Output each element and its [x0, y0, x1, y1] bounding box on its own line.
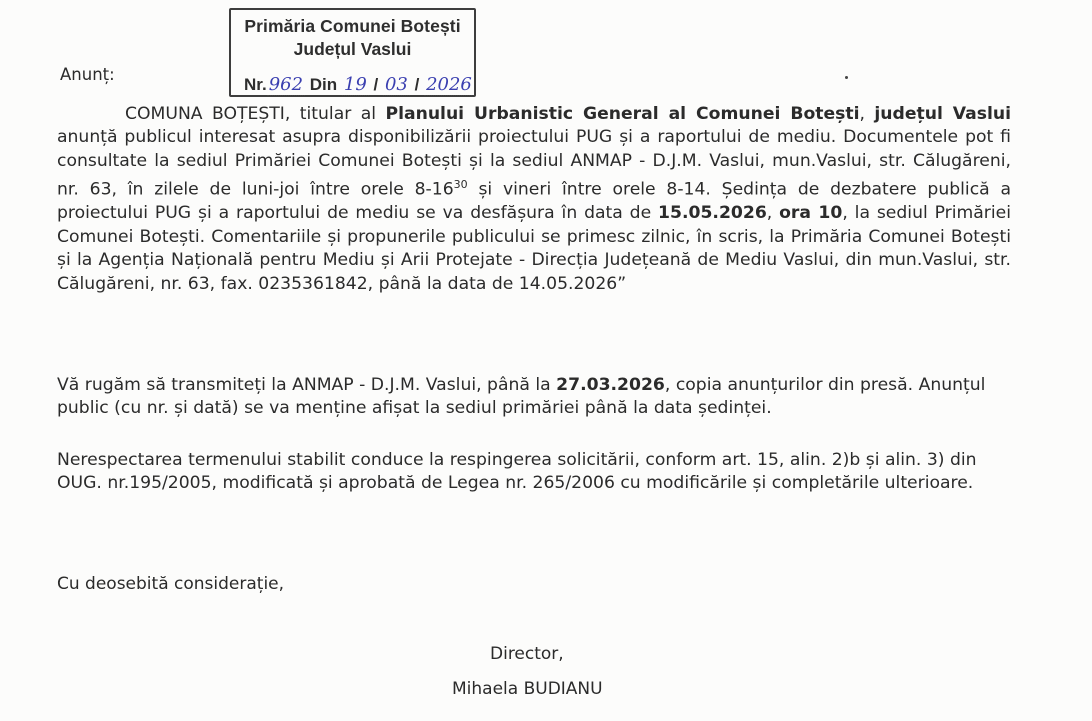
- closing-formula: Cu deosebită considerație,: [57, 574, 285, 594]
- announcement-paragraph: [57, 103, 1011, 296]
- stamp-registration-line: Nr. 962 Din 19 / 03 / 2026: [244, 74, 472, 95]
- county-name: județul Vaslui: [874, 104, 1012, 124]
- plan-name: Planului Urbanistic General al Comunei Botești: [385, 104, 860, 124]
- stamp-month: 03: [384, 74, 408, 95]
- hour-superscript: 30: [453, 178, 468, 192]
- stamp-year: 2026: [426, 74, 472, 95]
- stamp-institution: Primăria Comunei Botești: [244, 16, 461, 36]
- text-span: anunță publicul interesat asupra disponibilizării proiectului PUG și a raportului de mediu. Documentele pot fi consultate la sediul Primăriei Comunei Botești și la sediul ANMAP - D.J.M. Vaslui, mun.Vaslui, str. Călugăreni, nr. 63, în zilele de luni-joi între orele 8-16: [57, 127, 1011, 200]
- text-span: și vineri între orele 8-14. Ședința de dezbatere publică a proiectului PUG și a raportului de mediu se va desfășura în data de: [57, 179, 1012, 224]
- stamp-nr-label: Nr.: [244, 75, 267, 94]
- stamp-din-label: Din: [309, 75, 338, 94]
- registration-stamp: [229, 8, 476, 97]
- stamp-day: 19: [343, 74, 367, 95]
- text-span: , la sediul Primăriei Comunei Botești. Comentariile și propunerile publicului se primesc zilnic, în scris, la Primăria Comunei Botești și la Agenția Națională pentru Mediu și Arii Protejate - Direcția Județeană de Mediu Vaslui, din mun.Vaslui, str. Călugăreni, nr. 63, fax. 0235361842, până la data de 14.05.2026”: [57, 203, 1011, 294]
- text-span: ,: [766, 203, 780, 224]
- stamp-nr-value: 962: [268, 74, 304, 95]
- text-span: , titular al: [284, 104, 386, 124]
- stamp-county: Județul Vaslui: [293, 39, 412, 59]
- debate-date: 15.05.2026: [658, 203, 767, 224]
- text-span: Vă rugăm să transmiteți la ANMAP - D.J.M. Vaslui, până la: [57, 375, 557, 395]
- text-span: ,: [859, 104, 875, 124]
- legal-paragraph: Nerespectarea termenului stabilit conduce la respingerea solicitării, conform art. 15, alin. 2)b și alin. 3) din OUG. nr.195/2005, modificată și aprobată de Legea nr. 265/2006 cu modificările și completările ulterioare.: [57, 450, 977, 494]
- commune-name: COMUNA BOȚEȘTI: [125, 104, 285, 124]
- signature-name: Mihaela BUDIANU: [452, 679, 603, 699]
- deadline-date: 27.03.2026: [556, 375, 665, 395]
- text-span: , copia anunțurilor din presă. Anunțul public (cu nr. și dată) se va menține afișat la sediul primăriei până la data ședinței.: [57, 375, 986, 419]
- debate-hour: ora 10: [779, 203, 843, 224]
- request-paragraph: [57, 374, 1011, 421]
- scan-speck: [845, 76, 848, 79]
- signature-title: Director,: [490, 644, 564, 664]
- announcement-label: Anunț:: [60, 65, 115, 84]
